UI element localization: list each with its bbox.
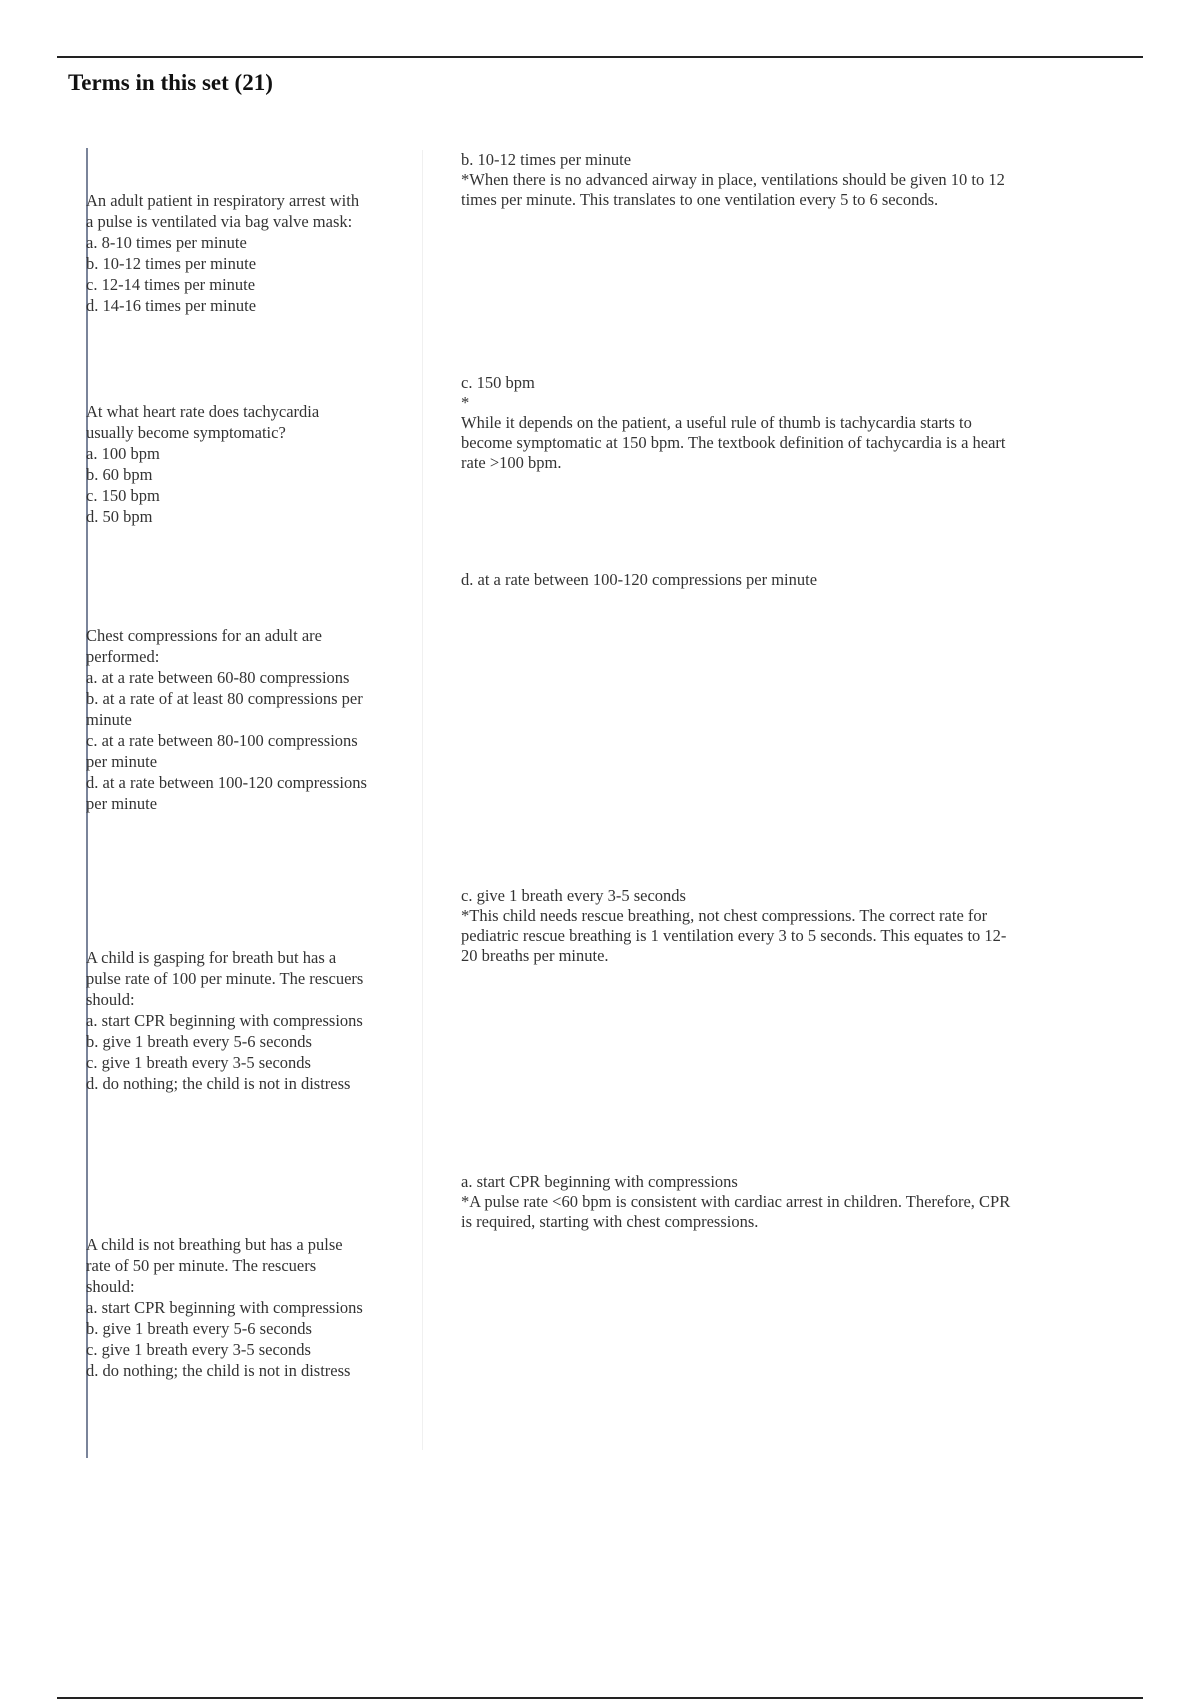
terms-column-separator <box>422 150 423 1450</box>
card-3-definition <box>461 570 1086 590</box>
definition-line: rate >100 bpm. <box>461 453 562 472</box>
set-title: Terms in this set (21) <box>68 70 273 95</box>
term-option: b. 10-12 times per minute <box>86 254 257 273</box>
term-line: An adult patient in respiratory arrest with <box>86 191 360 210</box>
definition-line: *When there is no advanced airway in place, ventilations should be given 10 to 12 <box>461 170 1005 189</box>
card-2-definition <box>461 373 1086 473</box>
card-4-term <box>86 947 406 1094</box>
definition-line: * <box>461 393 470 412</box>
term-option: b. at a rate of at least 80 compressions per <box>86 689 363 708</box>
definition-answer: d. at a rate between 100-120 compressions per minute <box>461 570 818 589</box>
definition-line: pediatric rescue breathing is 1 ventilation every 3 to 5 seconds. This equates to 12- <box>461 926 1007 945</box>
term-option: c. give 1 breath every 3-5 seconds <box>86 1340 311 1359</box>
term-line: At what heart rate does tachycardia <box>86 402 320 421</box>
term-option: a. start CPR beginning with compressions <box>86 1298 363 1317</box>
term-line: rate of 50 per minute. The rescuers <box>86 1256 317 1275</box>
term-line: performed: <box>86 647 160 666</box>
definition-line: become symptomatic at 150 bpm. The textbook definition of tachycardia is a heart <box>461 433 1006 452</box>
term-option: per minute <box>86 794 158 813</box>
card-1-term <box>86 190 406 316</box>
term-option: c. at a rate between 80-100 compressions <box>86 731 358 750</box>
definition-answer: b. 10-12 times per minute <box>461 150 632 169</box>
term-option: d. 14-16 times per minute <box>86 296 257 315</box>
term-option: per minute <box>86 752 158 771</box>
term-option: a. at a rate between 60-80 compressions <box>86 668 350 687</box>
term-option: d. 50 bpm <box>86 507 153 526</box>
card-3-term <box>86 625 406 814</box>
term-line: a pulse is ventilated via bag valve mask: <box>86 212 353 231</box>
term-option: c. 12-14 times per minute <box>86 275 256 294</box>
bottom-divider <box>57 1697 1143 1699</box>
definition-answer: c. give 1 breath every 3-5 seconds <box>461 886 686 905</box>
term-line: Chest compressions for an adult are <box>86 626 322 645</box>
top-divider <box>57 56 1143 58</box>
definition-line: is required, starting with chest compressions. <box>461 1212 759 1231</box>
term-option: b. 60 bpm <box>86 465 153 484</box>
card-5-term <box>86 1234 406 1381</box>
card-5-definition <box>461 1172 1086 1232</box>
term-option: d. do nothing; the child is not in distress <box>86 1361 351 1380</box>
term-option: a. start CPR beginning with compressions <box>86 1011 363 1030</box>
card-2-term <box>86 401 406 527</box>
term-option: c. give 1 breath every 3-5 seconds <box>86 1053 311 1072</box>
term-option: d. do nothing; the child is not in distress <box>86 1074 351 1093</box>
card-4-definition <box>461 886 1086 966</box>
term-option: a. 8-10 times per minute <box>86 233 247 252</box>
term-line: should: <box>86 1277 135 1296</box>
definition-line: *A pulse rate <60 bpm is consistent with cardiac arrest in children. Therefore, CPR <box>461 1192 1011 1211</box>
term-option: b. give 1 breath every 5-6 seconds <box>86 1032 312 1051</box>
definition-line: *This child needs rescue breathing, not chest compressions. The correct rate for <box>461 906 988 925</box>
term-option: b. give 1 breath every 5-6 seconds <box>86 1319 312 1338</box>
definition-answer: c. 150 bpm <box>461 373 535 392</box>
term-line: usually become symptomatic? <box>86 423 286 442</box>
term-option: d. at a rate between 100-120 compressions <box>86 773 367 792</box>
term-option: a. 100 bpm <box>86 444 160 463</box>
definition-answer: a. start CPR beginning with compressions <box>461 1172 738 1191</box>
term-option: minute <box>86 710 132 729</box>
definition-line: times per minute. This translates to one ventilation every 5 to 6 seconds. <box>461 190 939 209</box>
definition-line: While it depends on the patient, a useful rule of thumb is tachycardia starts to <box>461 413 972 432</box>
term-line: should: <box>86 990 135 1009</box>
term-line: A child is gasping for breath but has a <box>86 948 337 967</box>
term-line: pulse rate of 100 per minute. The rescuers <box>86 969 364 988</box>
term-line: A child is not breathing but has a pulse <box>86 1235 343 1254</box>
card-1-definition <box>461 150 1086 210</box>
definition-line: 20 breaths per minute. <box>461 946 609 965</box>
term-option: c. 150 bpm <box>86 486 160 505</box>
